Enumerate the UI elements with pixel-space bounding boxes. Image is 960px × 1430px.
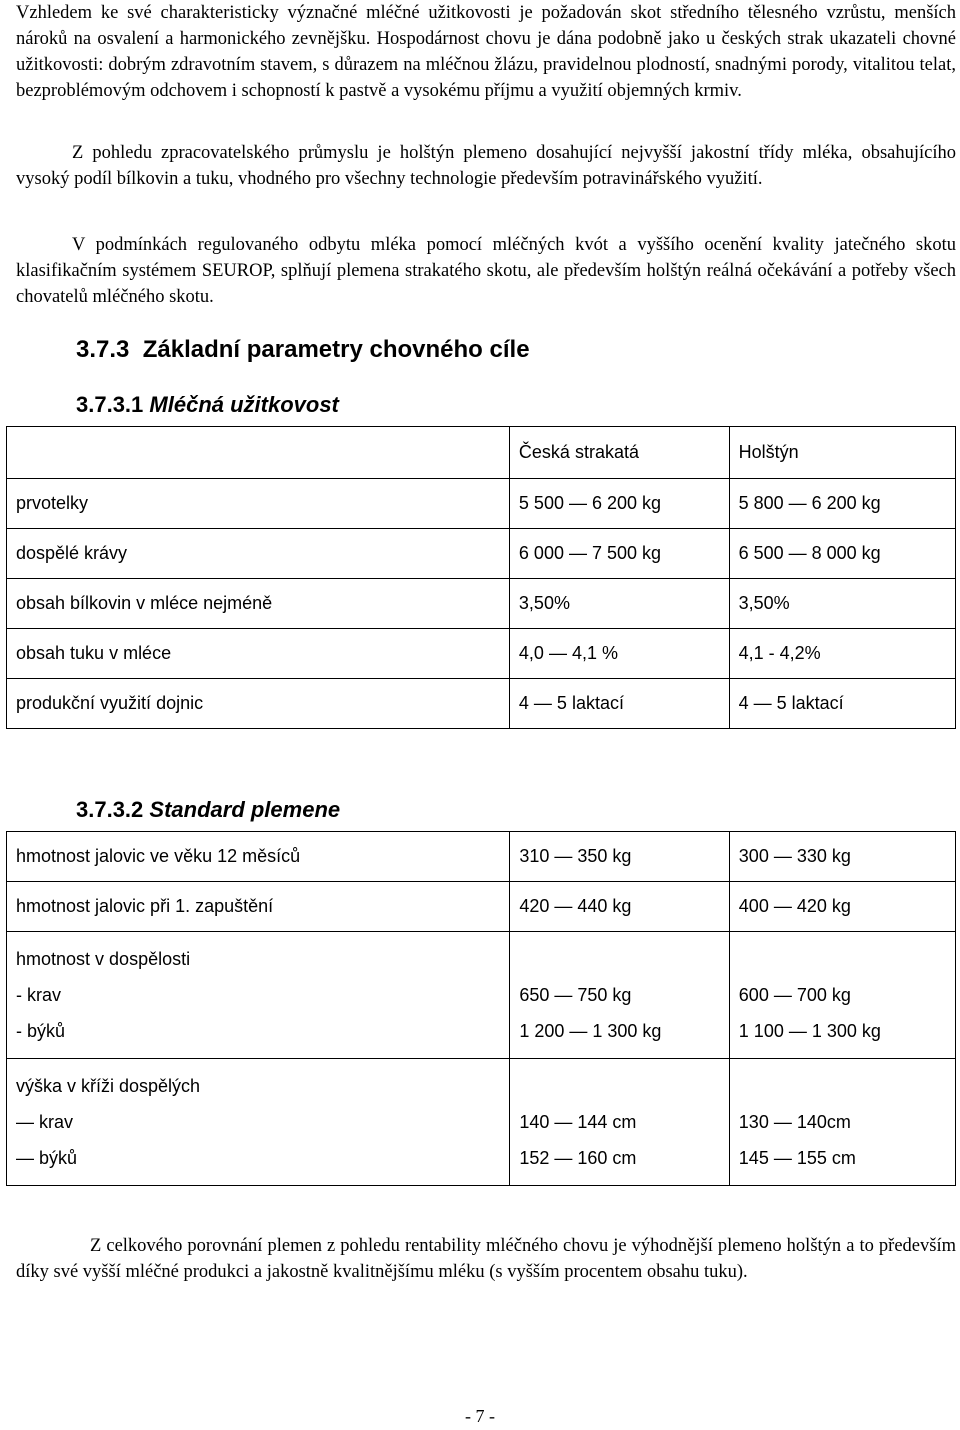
cell-holstyn: 4 — 5 laktací — [729, 679, 955, 729]
sub-label-bulls: — býků — [16, 1148, 78, 1168]
paragraph-3: V podmínkách regulovaného odbytu mléka pomocí mléčných kvót a vyššího ocenění kvality jatečného skotu klasifikačním systémem SEUROP, splňují plemena strakatého skotu, ale především holštýn reálná očekávání a potřeby všech chovatelů mléčného skotu. — [16, 235, 956, 307]
value-bulls: 1 100 — 1 300 kg — [738, 1021, 881, 1041]
subsection-title-1: Mléčná užitkovost — [149, 392, 339, 417]
milk-performance-table — [6, 426, 956, 729]
header-cell-ceska-strakata: Česká strakatá — [509, 427, 729, 479]
section-number: 3.7.3 — [76, 336, 130, 363]
table-row — [7, 479, 956, 529]
table-row — [7, 832, 956, 882]
section-title: Základní parametry chovného cíle — [142, 336, 530, 363]
row-label: hmotnost jalovic ve věku 12 měsíců — [7, 832, 510, 882]
row-label-group — [7, 932, 510, 1059]
cell-ceska-strakata — [510, 932, 729, 1059]
cell-ceska-strakata: 3,50% — [509, 579, 729, 629]
table-row — [7, 882, 956, 932]
group-label: hmotnost v dospělosti — [16, 949, 191, 969]
paragraph-2: Z pohledu zpracovatelského průmyslu je holštýn plemeno dosahující nejvyšší jakostní třídy mléka, obsahujícího vysoký podíl bílkovin a tuku, vhodného pro všechny technologie především potravinářského využití. — [16, 143, 956, 189]
sub-label-cows: — krav — [16, 1112, 74, 1132]
cell-holstyn: 4,1 - 4,2% — [729, 629, 955, 679]
cell-holstyn — [729, 1059, 955, 1186]
paragraph-1: Vzhledem ke své charakteristicky význačné mléčné užitkovosti je požadován skot středního tělesného vzrůstu, menších nároků na osvalení a harmonického zevnějšku. Hospodárnost chovu je dána podobně jako u českých strak ukazateli chovné užitkovosti: dobrým zdravotním stavem, s důrazem na mléčnou žlázu, pravidelnou plodností, snadnými porody, vitalitou telat, bezproblémovým odchovem i schopností k pastvě a vysokému příjmu a využití objemných krmiv. — [16, 3, 956, 101]
table-row — [7, 629, 956, 679]
row-label: dospělé krávy — [7, 529, 510, 579]
cell-holstyn: 3,50% — [729, 579, 955, 629]
row-label: prvotelky — [7, 479, 510, 529]
cell-ceska-strakata: 4 — 5 laktací — [509, 679, 729, 729]
value-cows: 140 — 144 cm — [519, 1112, 637, 1132]
group-label: výška v kříži dospělých — [16, 1076, 201, 1096]
cell-ceska-strakata: 5 500 — 6 200 kg — [509, 479, 729, 529]
subsection-heading-1 — [76, 392, 339, 418]
table-header-row — [7, 427, 956, 479]
cell-ceska-strakata: 420 — 440 kg — [510, 882, 729, 932]
cell-ceska-strakata — [510, 1059, 729, 1186]
row-label: obsah bílkovin v mléce nejméně — [7, 579, 510, 629]
breed-standard-table — [6, 831, 956, 1186]
subsection-number-1: 3.7.3.1 — [76, 392, 144, 417]
value-bulls: 1 200 — 1 300 kg — [519, 1021, 662, 1041]
table-row-group-height — [7, 1059, 956, 1186]
table-row — [7, 579, 956, 629]
header-cell-empty — [7, 427, 510, 479]
cell-holstyn — [729, 932, 955, 1059]
cell-ceska-strakata: 4,0 — 4,1 % — [509, 629, 729, 679]
cell-holstyn: 5 800 — 6 200 kg — [729, 479, 955, 529]
sub-label-bulls: - býků — [16, 1021, 66, 1041]
table-row-group-adult-weight — [7, 932, 956, 1059]
value-bulls: 145 — 155 cm — [738, 1148, 856, 1168]
header-cell-holstyn: Holštýn — [729, 427, 955, 479]
table-row — [7, 529, 956, 579]
page-number: - 7 - — [465, 1406, 495, 1426]
row-label: produkční využití dojnic — [7, 679, 510, 729]
row-label: obsah tuku v mléce — [7, 629, 510, 679]
value-cows: 600 — 700 kg — [738, 985, 851, 1005]
paragraph-4: Z celkového porovnání plemen z pohledu rentability mléčného chovu je výhodnější plemeno holštýn a to především díky své vyšší mléčné produkci a jakostně kvalitnějšímu mléku (s vyšším procentem obsahu tuku). — [16, 1236, 956, 1282]
row-label-group — [7, 1059, 510, 1186]
cell-holstyn: 400 — 420 kg — [729, 882, 955, 932]
cell-ceska-strakata: 6 000 — 7 500 kg — [509, 529, 729, 579]
value-cows: 130 — 140cm — [738, 1112, 851, 1132]
value-bulls: 152 — 160 cm — [519, 1148, 637, 1168]
cell-holstyn: 300 — 330 kg — [729, 832, 955, 882]
subsection-title-2: Standard plemene — [149, 797, 341, 822]
cell-ceska-strakata: 310 — 350 kg — [510, 832, 729, 882]
value-cows: 650 — 750 kg — [519, 985, 632, 1005]
sub-label-cows: - krav — [16, 985, 61, 1005]
section-heading — [76, 336, 530, 364]
subsection-heading-2 — [76, 797, 340, 823]
subsection-number-2: 3.7.3.2 — [76, 797, 144, 822]
row-label: hmotnost jalovic při 1. zapuštění — [7, 882, 510, 932]
cell-holstyn: 6 500 — 8 000 kg — [729, 529, 955, 579]
table-row — [7, 679, 956, 729]
